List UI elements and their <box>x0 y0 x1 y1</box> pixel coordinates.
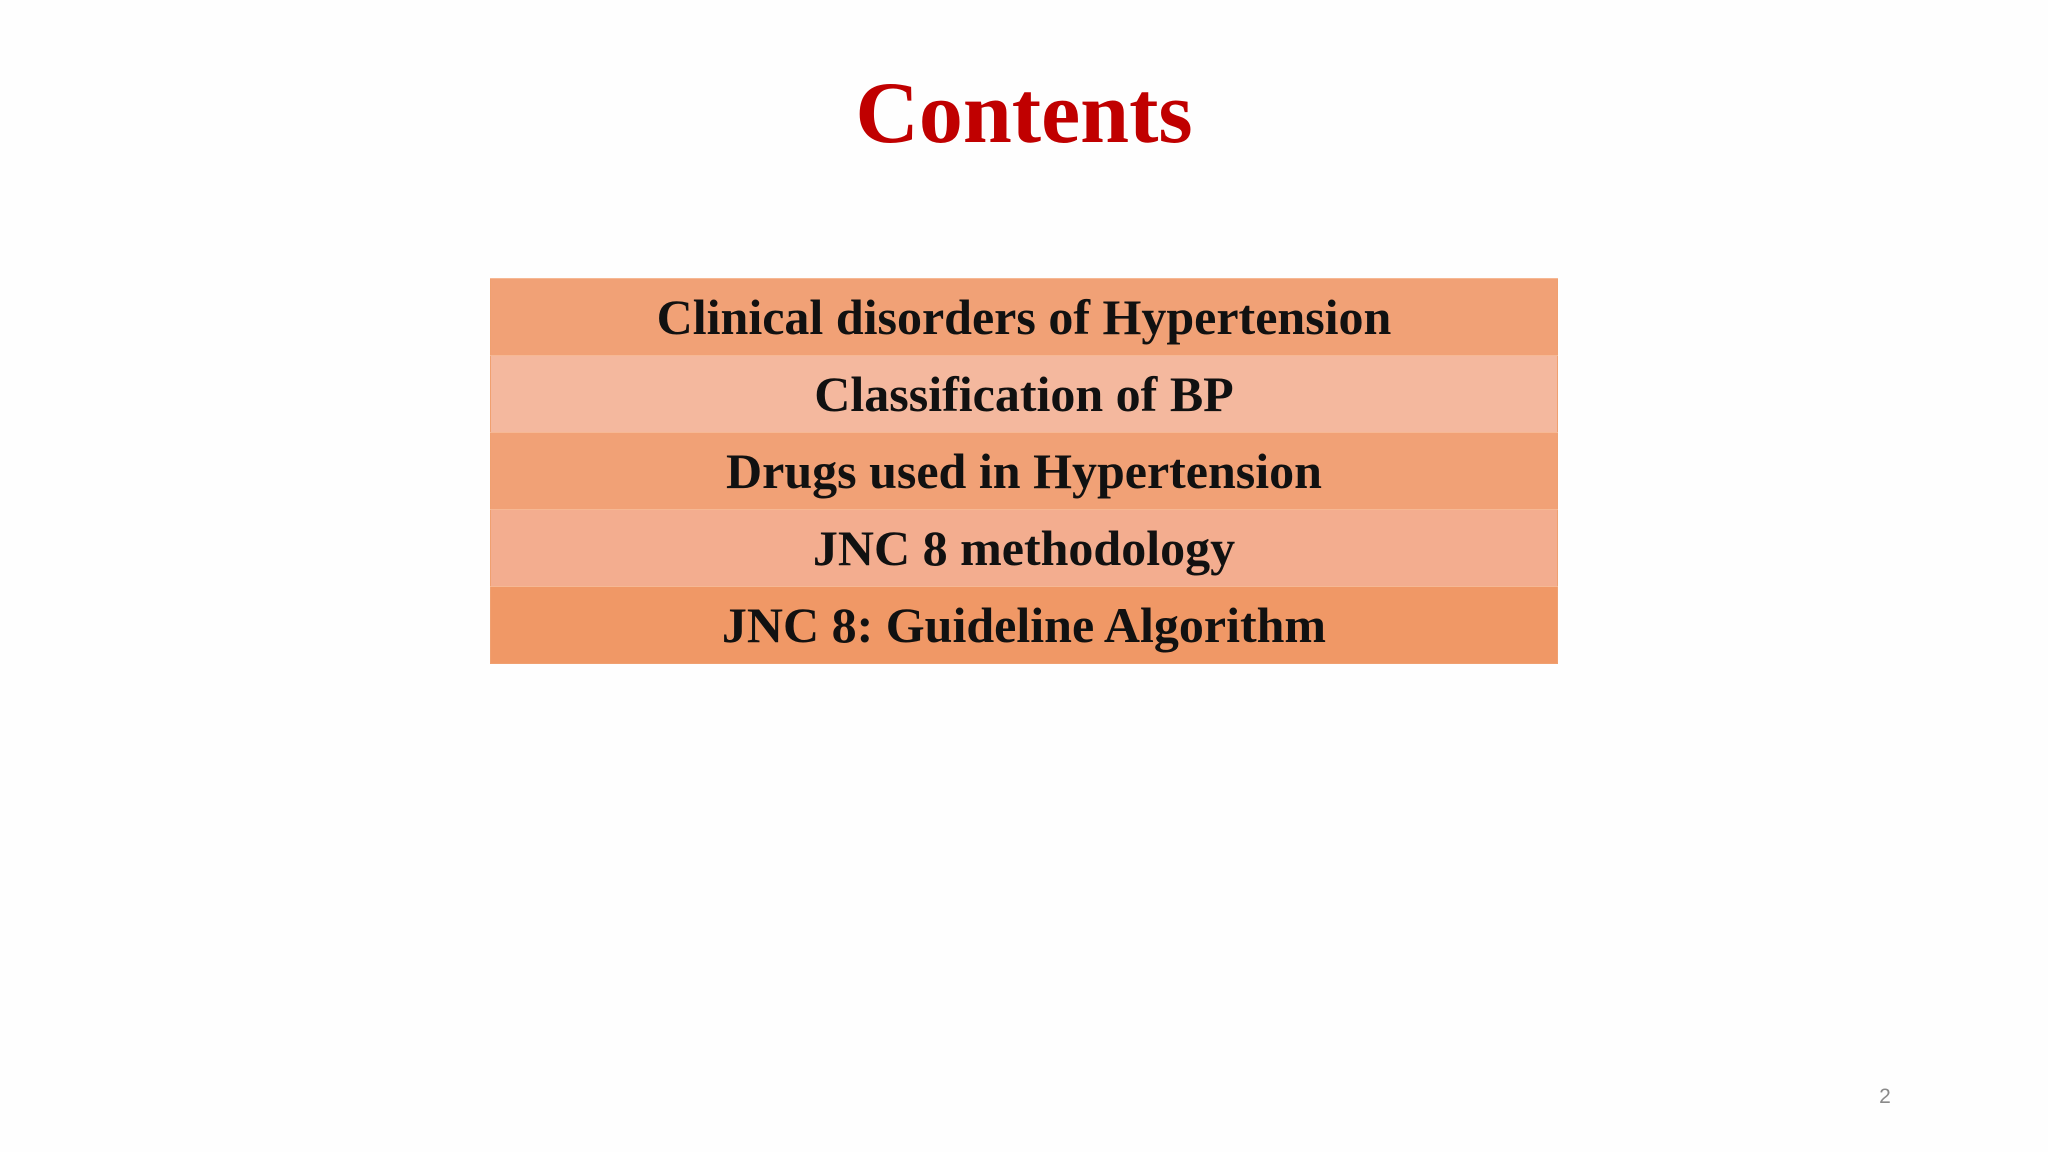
page-number: 2 <box>1879 1085 1891 1108</box>
contents-item: Drugs used in Hypertension <box>491 433 1558 510</box>
table-row <box>491 587 1558 664</box>
contents-item: JNC 8: Guideline Algorithm <box>491 587 1558 664</box>
slide-title: Contents <box>855 65 1193 162</box>
contents-item: Clinical disorders of Hypertension <box>491 279 1558 356</box>
table-row <box>491 279 1558 356</box>
table-row <box>491 510 1558 587</box>
contents-item: Classification of BP <box>491 356 1558 433</box>
table-row <box>491 433 1558 510</box>
table-row <box>491 356 1558 433</box>
contents-table <box>490 278 1558 664</box>
contents-item: JNC 8 methodology <box>491 510 1558 587</box>
